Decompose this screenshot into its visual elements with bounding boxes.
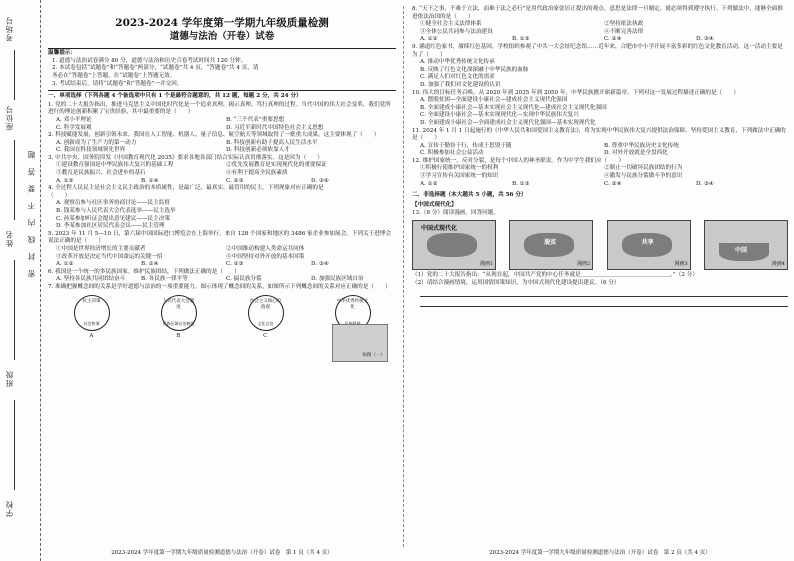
statement: ②中国推动构建人类命运共同体 xyxy=(226,246,305,253)
statement: ③教育是民族振兴、社会进步的基石 xyxy=(56,170,146,177)
option: D. 对外开放就是全盘西化 xyxy=(604,150,668,157)
option: C. 搞民族分裂 xyxy=(226,276,262,283)
question-12-answers xyxy=(412,181,788,189)
comic-caption: 漫画2 xyxy=(577,261,591,268)
answer-option: A. ①② xyxy=(56,177,74,184)
question-9: 9. 涵道红色家书，赓续红色基因。学校组织参观了中共一大会址纪念馆……近年来，合肥市中小学开展丰富多彩的红色文化教育活动。这一活动主要是为了（ ） xyxy=(412,43,783,58)
comic-text: 中国 xyxy=(734,247,747,255)
comic-figure xyxy=(427,233,477,257)
question-13-sub-2: （2）请结合漫画情境，运用国情国策知识，为中国式现代化建设提出建议。（6 分） xyxy=(412,279,620,286)
question-12-statements xyxy=(412,165,788,180)
notice-line: 1. 道德与法治试卷满分 80 分，道德与法治和历史合卷考试时间共 120 分钟。 xyxy=(52,57,247,64)
comic-caption: 漫画4 xyxy=(771,261,785,268)
option: C. 孙某参加听证会提出意见建议——民主决策 xyxy=(56,215,170,222)
notice-box xyxy=(48,48,396,91)
circle-label: C xyxy=(263,332,268,339)
answer-option: C. ②④ xyxy=(604,180,622,187)
comic-image xyxy=(607,220,691,270)
comic-text: 脱贫 xyxy=(544,239,557,247)
option: A. 推动中华优秀传统文化传承 xyxy=(420,59,495,66)
seat-label: 座位号 xyxy=(5,105,14,131)
concept-circle-a xyxy=(74,295,110,331)
comic-text: 共享 xyxy=(641,239,654,247)
question-4-options xyxy=(48,200,396,230)
question-13: 13.（8 分）阅读漫画，回答问题。 xyxy=(412,210,499,217)
circle-label: A xyxy=(89,332,94,339)
option: B. “三个代表”重要思想 xyxy=(226,116,285,123)
question-8-answers xyxy=(412,36,788,44)
option: D. 全面建成小康社会—全面建成社会主义现代化强国—基本实现现代化 xyxy=(420,119,596,126)
question-9-options xyxy=(412,59,788,89)
statement: ③全体公民共同参与法治建设 xyxy=(420,28,493,35)
question-7: 7. 准确把握概念间的关系是学好道德与法治的一项重要能力。图示体现了概念间的关系，如图所示下列概念间的关系对应正确的是（ ） xyxy=(48,283,391,290)
answer-option: B. ①③ xyxy=(512,36,530,43)
binding-strip xyxy=(0,0,41,561)
answer-line xyxy=(420,290,788,297)
figure-caption: 如图（一） xyxy=(362,352,385,358)
figure-image xyxy=(332,324,388,362)
question-8-statements xyxy=(412,21,788,36)
exam-subtitle: 道德与法治（开卷）试卷 xyxy=(169,31,275,43)
question-2-options xyxy=(48,140,396,155)
section-1-title: 一、单项选择（下列各题 4 个备选项中只有 1 个是最符合题意的，共 12 题，每题 2 分，共 24 分） xyxy=(48,93,302,100)
option: B. 各民族一律平等 xyxy=(141,276,188,283)
comic-image xyxy=(704,220,788,270)
question-8: 8. “天下之事，不难于立法，而难于法之必行”是用代政治家张居正提出的观点。意思是法律一旦制定，就必须得到遵守执行。下列做法中，能够全面推进依法治国的是（ ） xyxy=(412,6,783,20)
option: A. 坚持各民族共同团结奋斗 xyxy=(56,276,126,283)
statement: ②坚持依法执政 xyxy=(604,21,644,28)
right-footer: 2023-2024 学年度第一学期九年级质量检测道德与法治（开卷）试卷 第 2 页（共 4 页） xyxy=(489,549,711,556)
option: D. 习近平新时代中国特色社会主义思想 xyxy=(226,124,324,131)
seat-line xyxy=(14,50,15,100)
question-1-options xyxy=(48,117,396,132)
option: D. 加强了我们对文化建设的认识 xyxy=(420,81,501,88)
statement: ④有利于提高全民族素质 xyxy=(226,170,288,177)
option: A. 宣传于勤俭于行，传成于思毁于随 xyxy=(420,142,512,149)
answer-option: D. ③④ xyxy=(311,177,329,184)
answer-option: B. ①④ xyxy=(141,177,159,184)
notice-line: 3. 考试结束后，请将“试题卷”和“答题卷”一并交回。 xyxy=(52,80,183,87)
question-4: 4. 全过程人民民主是社会主义民主政治的本质属性，是最广泛、最真实、最管用的民主。下列现象对应正确的是（ ） xyxy=(48,185,324,199)
circle-outer-label: 人民代表大会制度 xyxy=(162,298,195,310)
option: C. 我国在科技领域领先世界 xyxy=(56,147,126,154)
statement: ②优先发展教育是实现现代化的重要保证 xyxy=(226,162,327,169)
circle-inner-label: 社会和谐 xyxy=(83,321,100,327)
question-5: 5. 2023 年 11 月 5—10 日，第六届中国国际进口博览会在上海举行。来自 128 个国家和地区的 3486 家企业参加展会。下列关于进博会说法正确的是（ ） xyxy=(48,230,391,245)
concept-circle-b xyxy=(161,295,197,331)
answer-option: C. ②④ xyxy=(604,36,622,43)
answer-option: D. ③④ xyxy=(696,180,714,187)
comic-caption: 漫画3 xyxy=(674,261,688,268)
answer-line xyxy=(420,300,788,307)
school-label: 学校 xyxy=(5,500,14,517)
comic-caption: 漫画1 xyxy=(479,261,493,268)
option: B. 反映了红色文化深深融于中华民族的血脉 xyxy=(420,66,529,73)
question-5-answers xyxy=(48,261,396,269)
circle-label: B xyxy=(176,332,181,339)
question-10-options xyxy=(412,97,788,127)
statement: ④中国坚持对外开放的基本国策 xyxy=(226,253,305,260)
statement: ④不断完善法律 xyxy=(604,28,644,35)
class-line xyxy=(14,260,15,360)
statement: ①中国是世界经济增长的主要贡献者 xyxy=(56,246,146,253)
circle-inner-label: 文化自信 xyxy=(257,321,274,327)
notice-line: 务必在“答题卷”上答题，在“试题卷”上答题无效。 xyxy=(52,72,176,79)
notice-line: 2. 本试卷包括“试题卷”和“答题卷”两部分，“试题卷”共 4 页，“答题卷”共 4 页，请 xyxy=(52,65,259,72)
option: C. 全面建设小康社会—基本实现现代化—实现中华民族伟大复兴 xyxy=(420,112,579,119)
option: C. 满足人们对红色文化的需求 xyxy=(420,74,495,81)
concept-circle-c xyxy=(248,295,284,331)
question-5-statements xyxy=(48,246,396,261)
class-label: 班级 xyxy=(5,370,14,387)
page-divider xyxy=(403,6,404,547)
topic-heading: 【中国式现代化】 xyxy=(412,201,457,208)
comic-strip xyxy=(412,220,788,270)
statement: ③学习宣传有关国家统一的知识 xyxy=(420,173,499,180)
statement: ④激发与民族分裂做斗争的意识 xyxy=(604,173,683,180)
option: C. 科学发展观 xyxy=(56,124,92,131)
option: D. 李某参加社区居民代表会议——民主管理 xyxy=(56,223,165,230)
question-12: 12. 维护国家统一，反对分裂，是每个中国人的神圣职责。作为中学生我们应（ ） xyxy=(412,157,625,164)
statement: ①健全社会主义法律体系 xyxy=(420,21,482,28)
exam-no-label: 考场号 xyxy=(5,16,14,42)
exam-title: 2023-2024 学年度第一学期九年级质量检测 xyxy=(115,17,329,29)
statement: ③改革开放是决定当代中国命运的关键一招 xyxy=(56,253,163,260)
question-1: 1. 党的二十大报告指出，推进马克思主义中国化时代化是一个追求真理、揭示真理、笃行真理的过程。当代中国的伟大社会变革，我们党所进行的理论创新积累了宝贵经验，其中最重要的是（ ） xyxy=(48,101,391,116)
question-11-options xyxy=(412,143,788,158)
question-10: 10. 伟大的目标任务召唤。从 2020 年到 2035 年到 2050 年，中华民族掀开崭新篇章。下列对这一发展过程描述正确的是（ ） xyxy=(412,89,739,96)
circle-outer-label: 民主决策 xyxy=(82,298,101,304)
statement: ①建设教育强国是中华民族伟大复兴的基础工程 xyxy=(56,162,174,169)
statement: ①积极行使维护国家统一的权利 xyxy=(420,165,499,172)
question-2: 2. 科技赋能发展，创新引领未来。我国在人工智能、机器人、量子信息、航空航天等领域取得了一批重大成果，这主要体现了（ ） xyxy=(48,132,380,139)
answer-option: B. ①③ xyxy=(512,180,530,187)
question-6-options xyxy=(48,276,396,284)
question-6: 6. 我国是一个统一的多民族国家。维护民族团结，下列做法正确的是（ ） xyxy=(48,268,240,275)
comic-image xyxy=(509,220,593,270)
comic-image xyxy=(412,220,496,270)
option: D. 加强民族区域自治 xyxy=(311,276,364,283)
answer-option: C. ②③ xyxy=(226,261,244,268)
name-label: 姓名 xyxy=(5,230,14,247)
circle-outer-label: 社会主义核心价值观 xyxy=(249,298,282,310)
question-3-statements xyxy=(48,162,396,177)
left-page xyxy=(48,6,396,556)
seal-line-text: 密 封 线 内 不 要 答 题 xyxy=(27,150,36,278)
circle-inner-label: 民族区域自治制度 xyxy=(162,321,195,327)
section-2-title: 二、非选择题（本大题共 5 小题，共 56 分） xyxy=(412,192,527,199)
option: A. 创新成为了生产力的第一动力 xyxy=(56,139,137,146)
option: B. 科技创新有助于提高人民生活水平 xyxy=(226,139,318,146)
option: B. 全面建成小康社会—基本实现社会主义现代化—建成社会主义现代化强国 xyxy=(420,104,607,111)
option: D. 科技创新必须依靠人才 xyxy=(226,147,290,154)
option: B. 钱某参与人民代表大会代表选举——民主选举 xyxy=(56,208,176,215)
left-footer: 2023-2024 学年度第一学期九年级质量检测道德与法治（开卷）试卷 第 1 页（共 4 页） xyxy=(111,549,333,556)
question-11: 11. 2024 年 1 月 1 日起施行的《中华人民共和国爱国主义教育法》，将为实现中华民族伟大复兴提供法治保障。坚持爱国主义教育，下列做法中正确的是（ ） xyxy=(412,127,786,142)
notice-title: 温馨提示： xyxy=(48,50,76,57)
circle-outer-label: 中华优秀传统文化 xyxy=(336,298,369,310)
statement: ②制止一切破坏民族团结的行为 xyxy=(604,165,683,172)
right-page xyxy=(412,6,788,556)
school-line xyxy=(14,400,15,490)
question-13-sub-1: （1）党的二十大报告指出：“从现在起，中国共产党的中心任务就是＿＿＿＿＿＿＿＿＿＿＿＿＿＿＿＿。”（2 分） xyxy=(412,272,698,279)
option: C. 积极参加社会公益活动 xyxy=(420,150,484,157)
answer-option: C. ②③ xyxy=(226,177,244,184)
option: B. 尊重中华民族历史文化传统 xyxy=(604,142,679,149)
question-3: 3. 中共中央、国务院印发《中国教育现代化 2035》要求各地各部门结合实际认真贯彻落实。这是因为（ ） xyxy=(48,154,323,161)
option: A. 观察员参与社区事务协商讨论——民主监督 xyxy=(56,200,170,207)
answer-option: B. ①④ xyxy=(141,261,159,268)
name-line xyxy=(14,140,15,220)
comic-text: 中国式现代化 xyxy=(421,225,458,233)
option: A. 摆脱贫困—全面建设小康社会—建成社会主义现代化强国 xyxy=(420,97,568,104)
option: A. 邓小平理论 xyxy=(56,116,92,123)
answer-option: D. ③④ xyxy=(696,36,714,43)
answer-option: A. ①② xyxy=(420,36,438,43)
answer-option: A. ①② xyxy=(56,261,74,268)
answer-option: A. ①② xyxy=(420,180,438,187)
answer-option: D. ③④ xyxy=(311,261,329,268)
